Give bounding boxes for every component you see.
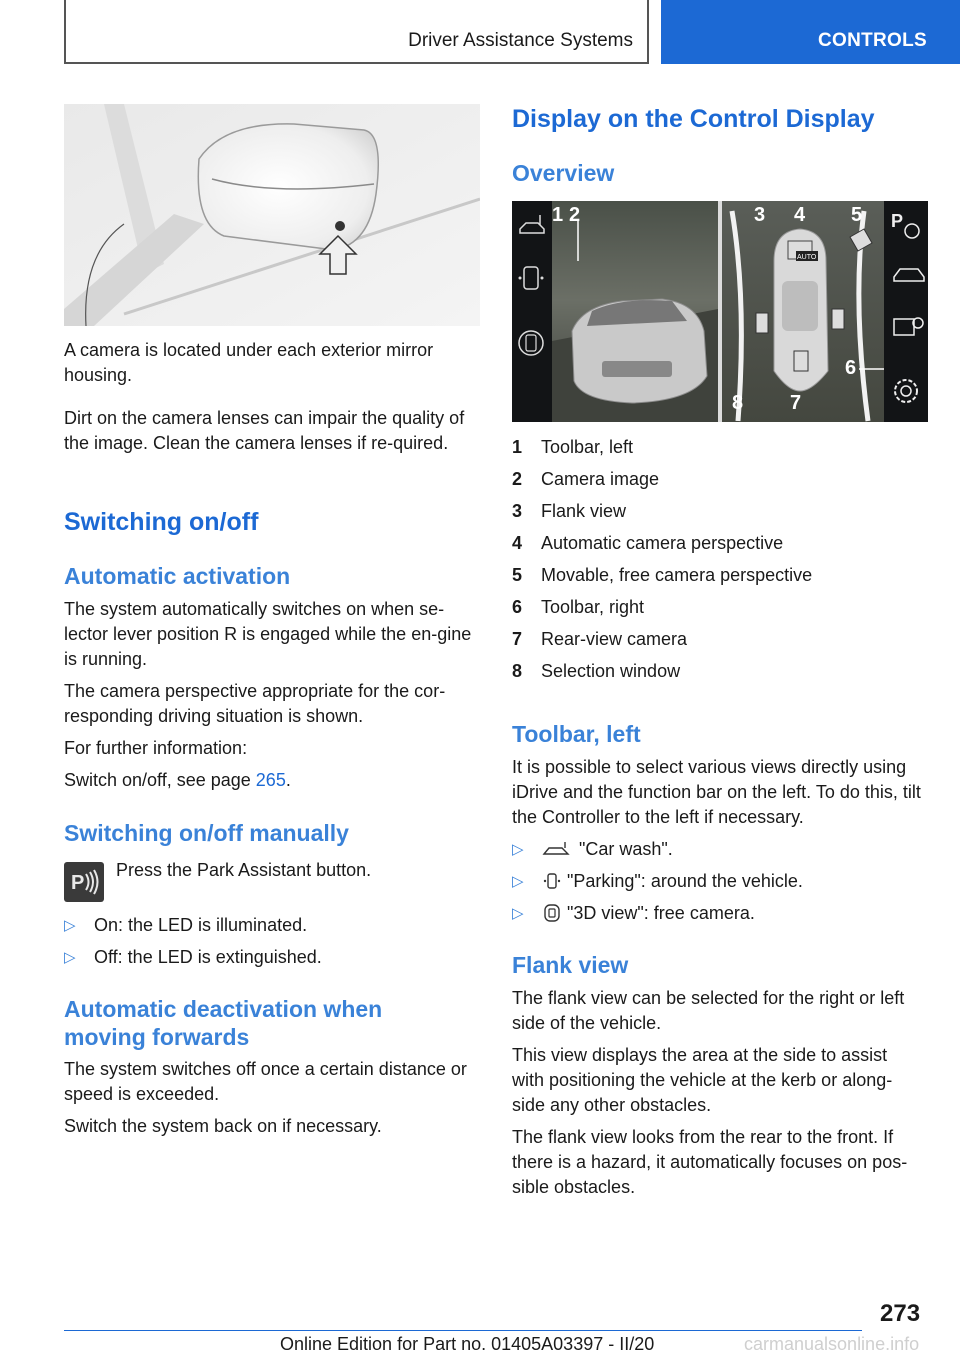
callout-8: 8 xyxy=(732,392,744,414)
flank-text-2: This view displays the area at the side to assist with positioning the vehicle at the kerb or along‐side any other obstacles. xyxy=(512,1045,893,1115)
heading-flank-view: Flank view xyxy=(512,952,629,978)
see-page-suffix: . xyxy=(285,770,291,790)
figure-auto-badge: AUTO xyxy=(797,254,817,261)
callout-4: 4 xyxy=(794,204,806,226)
heading-toolbar-left: Toolbar, left xyxy=(512,721,641,747)
callout-2: 2 xyxy=(569,204,581,226)
figure-legend: 1 Toolbar, left 2 Camera image 3 Flank view 4 Automatic camera perspective 5 Movable, free camera perspective 6 Toolbar, right 7 Rear-view camera 8 Selection window xyxy=(512,437,813,681)
footer-divider xyxy=(64,1330,862,1331)
bullet-text: "3D view": free camera. xyxy=(567,903,755,923)
bullet-triangle-icon: ▷ xyxy=(512,841,524,858)
heading-display: Display on the Control Display xyxy=(512,105,875,133)
dirt-warning-text: Dirt on the camera lenses can impair the quality of the image. Clean the camera lenses if re‐quired. xyxy=(64,408,465,453)
see-page-text xyxy=(64,768,291,793)
footer-watermark: carmanualsonline.info xyxy=(744,1334,920,1354)
page-number: 273 xyxy=(880,1300,921,1327)
bullet-text: On: the LED is illuminated. xyxy=(94,915,308,935)
callout-7: 7 xyxy=(790,392,802,414)
svg-text:P: P xyxy=(891,211,904,231)
heading-auto-activation: Automatic activation xyxy=(64,563,291,589)
svg-text:P: P xyxy=(71,872,85,894)
switch-back-text: Switch the system back on if necessary. xyxy=(64,1116,382,1136)
bullet-text: "Parking": around the vehicle. xyxy=(567,871,803,891)
header-chapter-tab xyxy=(661,0,960,64)
mirror-camera-illustration xyxy=(64,104,480,326)
heading-manual: Switching on/off manually xyxy=(64,820,349,846)
parking-icon xyxy=(542,871,562,891)
callout-1: 1 xyxy=(552,204,564,226)
bullet-triangle-icon: ▷ xyxy=(512,873,524,890)
car-wash-icon xyxy=(542,841,570,857)
flank-text-3: The flank view looks from the rear to the front. If there is a hazard, it automatically focuses on pos‐sible obstacles. xyxy=(512,1127,908,1197)
header-chapter-title: CONTROLS xyxy=(817,30,927,51)
callout-6: 6 xyxy=(845,357,857,379)
bullet-text: Off: the LED is extinguished. xyxy=(94,947,322,967)
auto-activation-text: The system automatically switches on when se‐lector lever position R is engaged while the en‐gine is running. xyxy=(64,599,472,669)
see-page-prefix: Switch on/off, see page xyxy=(64,770,256,790)
heading-switching: Switching on/off xyxy=(64,508,259,536)
flank-text-1: The flank view can be selected for the right or left side of the vehicle. xyxy=(512,988,905,1033)
footer-edition: Online Edition for Part no. 01405A03397 - II/20 xyxy=(280,1334,655,1354)
heading-deactivation: Automatic deactivation when moving forwards xyxy=(64,996,383,1050)
3d-view-icon xyxy=(542,903,562,923)
further-info-text: For further information: xyxy=(64,738,248,758)
callout-3: 3 xyxy=(754,204,766,226)
bullet-triangle-icon: ▷ xyxy=(64,917,76,934)
control-display-figure xyxy=(512,201,928,422)
manual-text: Press the Park Assistant button. xyxy=(116,860,372,880)
perspective-text: The camera perspective appropriate for the cor‐responding driving situation is shown. xyxy=(64,681,446,726)
bullet-text: "Car wash". xyxy=(579,839,673,859)
heading-overview: Overview xyxy=(512,160,615,186)
deactivation-text: The system switches off once a certain distance or speed is exceeded. xyxy=(64,1059,467,1104)
callout-5: 5 xyxy=(851,204,863,226)
page-link-265[interactable]: 265 xyxy=(255,770,286,790)
header-section-title: Driver Assistance Systems xyxy=(408,30,633,51)
bullet-triangle-icon: ▷ xyxy=(512,905,524,922)
header-section-tab xyxy=(64,0,649,64)
park-assist-button-icon xyxy=(64,862,104,902)
bullet-triangle-icon: ▷ xyxy=(64,949,76,966)
mirror-caption: A camera is located under each exterior mirror housing. xyxy=(64,340,434,385)
toolbar-text: It is possible to select various views directly using iDrive and the function bar on the left. To do this, tilt the Controller to the left if necessary. xyxy=(512,757,921,827)
